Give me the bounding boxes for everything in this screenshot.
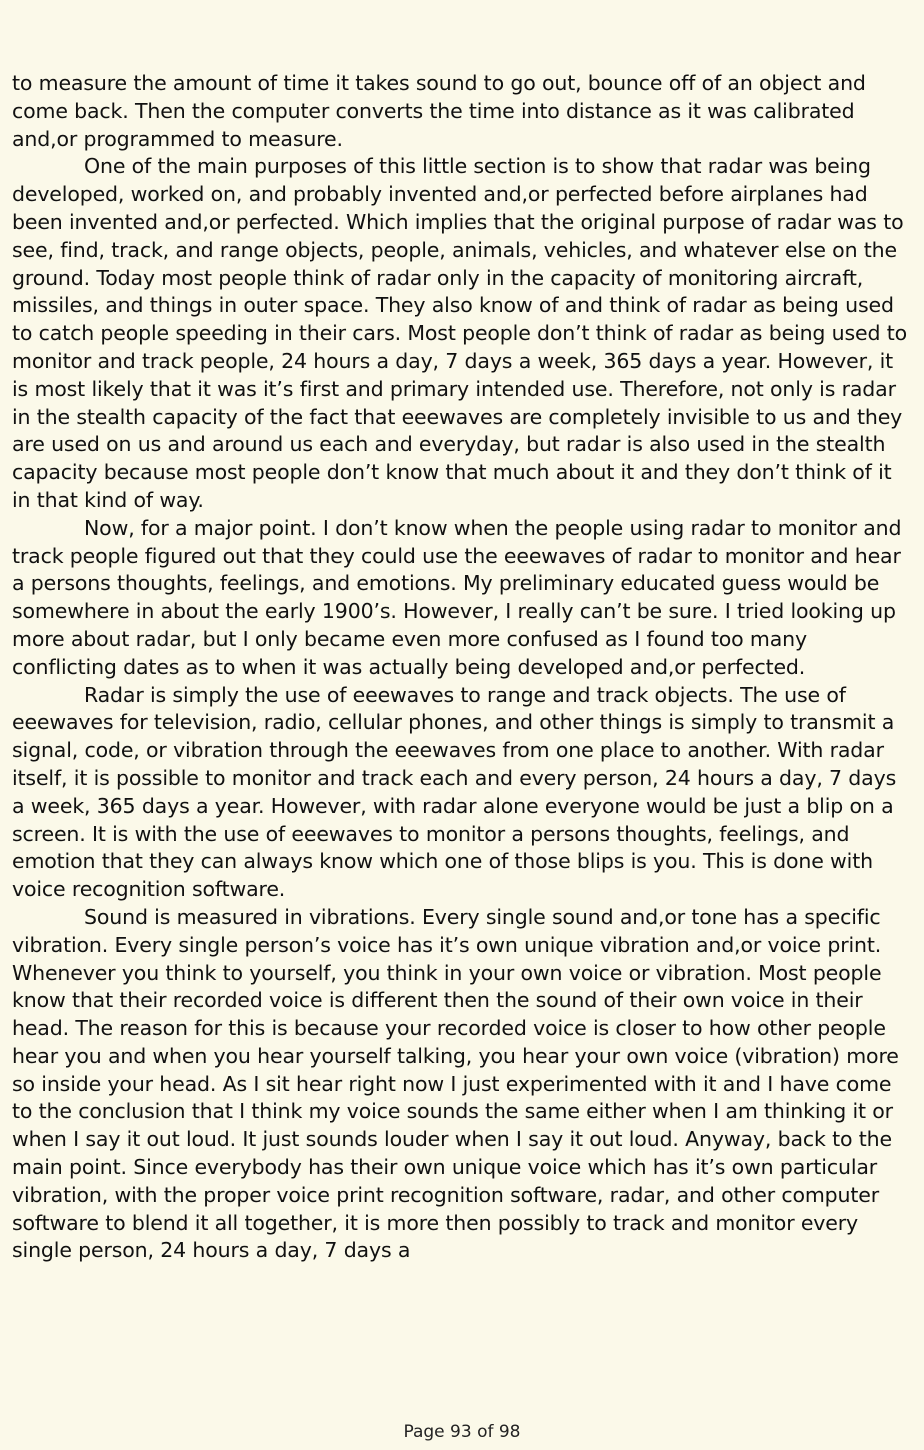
paragraph: to measure the amount of time it takes sound to go out, bounce off of an object and come back. Then the computer converts the time into distance as it was calibrated and,or programmed to measure.	[12, 71, 866, 151]
document-body	[12, 70, 912, 1265]
page-number: Page 93 of 98	[403, 1422, 521, 1442]
paragraph: Radar is simply the use of eeewaves to range and track objects. The use of eeewaves for television, radio, cellular phones, and other things is simply to transmit a signal, code, or vibration through the eeewaves from one place to another. With radar itself, it is possible to monitor and track each and every person, 24 hours a day, 7 days a week, 365 days a year. However, with radar alone everyone would be just a blip on a screen. It is with the use of eeewaves to monitor a persons thoughts, feelings, and emotion that they can always know which one of those blips is you. This is done with voice recognition software.	[12, 682, 897, 902]
paragraph: Sound is measured in vibrations. Every single sound and,or tone has a specific vibration. Every single person’s voice has it’s own unique vibration and,or voice print. Whenever you think to yourself, you think in your own voice or vibration. Most people know that their recorded voice is different then the sound of their own voice in their head. The reason for this is because your recorded voice is closer to how other people hear you and when you hear yourself talking, you hear your own voice (vibration) more so inside your head. As I sit hear right now I just experimented with it and I have come to the conclusion that I think my voice sounds the same either when I am thinking it or when I say it out loud. It just sounds louder when I say it out loud. Anyway, back to the main point. Since everybody has their own unique voice which has it’s own particular vibration, with the proper voice print recognition software, radar, and other computer software to blend it all together, it is more then possibly to track and monitor every single person, 24 hours a day, 7 days a	[12, 904, 899, 1263]
paragraph: One of the main purposes of this little section is to show that radar was being developed, worked on, and probably invented and,or perfected before airplanes had been invented and,or perfected. Which implies that the original purpose of radar was to see, find, track, and range objects, people, animals, vehicles, and whatever else on the ground. Today most people think of radar only in the capacity of monitoring aircraft, missiles, and things in outer space. They also know of and think of radar as being used to catch people speeding in their cars. Most people don’t think of radar as being used to monitor and track people, 24 hours a day, 7 days a week, 365 days a year. However, it is most likely that it was it’s first and primary intended use. Therefore, not only is radar in the stealth capacity of the fact that eeewaves are completely invisible to us and they are used on us and around us each and everyday, but radar is also used in the stealth capacity because most people don’t know that much about it and they don’t think of it in that kind of way.	[12, 154, 907, 512]
paragraph: Now, for a major point. I don’t know when the people using radar to monitor and track people figured out that they could use the eeewaves of radar to monitor and hear a persons thoughts, feelings, and emotions. My preliminary educated guess would be somewhere in about the early 1900’s. However, I really can’t be sure. I tried looking up more about radar, but I only became even more confused as I found too many conflicting dates as to when it was actually being developed and,or perfected.	[12, 515, 902, 679]
